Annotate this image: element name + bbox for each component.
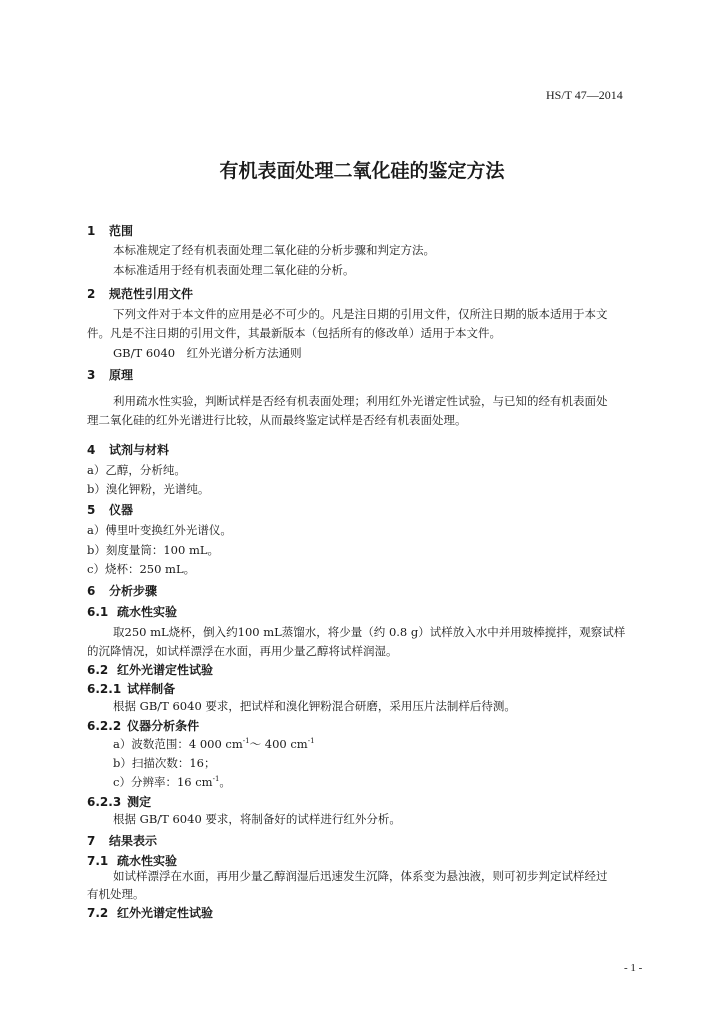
unit-superscript: -1	[307, 737, 315, 746]
subsection-7-1-line-1: 如试样漂浮在水面，再用少量乙醇润湿后迅速发生沉降，体系变为悬浊液，则可初步判定试样经过	[113, 869, 608, 883]
section-title: 红外光谱定性试验	[117, 906, 214, 920]
subsection-6-1-heading	[87, 603, 177, 620]
section-number: 7.1	[87, 854, 109, 868]
section-number: 6.1	[87, 605, 109, 619]
subsection-7-2-heading	[87, 904, 213, 921]
section-3-paragraph-line-2: 理二氧化硅的红外光谱进行比较，从而最终鉴定试样是否经有机表面处理。	[87, 413, 467, 427]
subsection-6-2-heading	[87, 661, 213, 678]
document-title: 有机表面处理二氧化硅的鉴定方法	[219, 160, 505, 182]
section-title: 测定	[127, 795, 152, 809]
wavenumber-range-item	[113, 736, 315, 752]
section-title: 试剂与材料	[109, 443, 170, 457]
section-title: 红外光谱定性试验	[117, 663, 214, 677]
section-4-heading	[87, 441, 169, 458]
subsection-6-2-1-paragraph: 根据 GB/T 6040 要求，把试样和溴化钾粉混合研磨，采用压片法制样后待测。	[113, 699, 516, 713]
section-1-paragraph-2: 本标准适用于经有机表面处理二氧化硅的分析。	[113, 263, 355, 277]
normative-reference: GB/T 6040 红外光谱分析方法通则	[113, 346, 302, 360]
section-5-heading	[87, 501, 133, 518]
section-title: 疏水性实验	[117, 854, 178, 868]
section-number: 6.2.3	[87, 795, 122, 809]
list-item: c）烧杯：250 mL。	[87, 562, 196, 576]
section-title: 疏水性实验	[117, 605, 178, 619]
list-item-text: a）波数范围：4 000 cm	[113, 737, 243, 751]
section-number: 6.2.2	[87, 719, 122, 733]
section-title: 仪器	[109, 503, 134, 517]
resolution-item	[113, 774, 231, 790]
section-number: 5	[87, 503, 96, 517]
section-title: 试样制备	[127, 682, 176, 696]
section-title: 结果表示	[109, 834, 158, 848]
list-item: a）乙醇，分析纯。	[87, 463, 186, 477]
section-number: 1	[87, 224, 96, 238]
list-item-text: 。	[219, 775, 231, 789]
section-number: 6.2.1	[87, 682, 122, 696]
list-item: b）刻度量筒：100 mL。	[87, 543, 220, 557]
section-7-heading	[87, 832, 157, 849]
subsection-6-1-line-2: 的沉降情况，如试样漂浮在水面，再用少量乙醇将试样润湿。	[87, 644, 398, 658]
section-3-heading	[87, 366, 133, 383]
subsection-6-1-line-1: 取250 mL烧杯，倒入约100 mL蒸馏水，将少量（约 0.8 g）试样放入水中并用玻棒搅拌，观察试样	[113, 625, 626, 639]
section-number: 4	[87, 443, 96, 457]
scan-count-item: b）扫描次数：16；	[113, 756, 216, 770]
standard-code: HS/T 47—2014	[546, 88, 623, 102]
subsection-6-2-2-heading	[87, 717, 199, 734]
section-title: 规范性引用文件	[109, 287, 194, 301]
section-1-paragraph-1: 本标准规定了经有机表面处理二氧化硅的分析步骤和判定方法。	[113, 243, 435, 257]
section-title: 仪器分析条件	[127, 719, 200, 733]
section-number: 6.2	[87, 663, 109, 677]
section-number: 7	[87, 834, 96, 848]
section-6-heading	[87, 582, 157, 599]
unit-superscript: -1	[212, 775, 220, 784]
section-number: 7.2	[87, 906, 109, 920]
unit-superscript: -1	[242, 737, 250, 746]
section-2-heading	[87, 285, 193, 302]
section-title: 分析步骤	[109, 584, 158, 598]
subsection-6-2-3-heading	[87, 793, 151, 810]
list-item-text: c）分辨率：16 cm	[113, 775, 213, 789]
section-number: 3	[87, 368, 96, 382]
section-1-heading	[87, 222, 133, 239]
subsection-7-1-line-2: 有机处理。	[87, 887, 145, 901]
subsection-6-2-3-paragraph: 根据 GB/T 6040 要求，将制备好的试样进行红外分析。	[113, 812, 401, 826]
section-number: 2	[87, 287, 96, 301]
section-3-paragraph-line-1: 利用疏水性实验，判断试样是否经有机表面处理；利用红外光谱定性试验，与已知的经有机表面处	[113, 394, 608, 408]
section-title: 原理	[109, 368, 134, 382]
section-2-paragraph-line-1: 下列文件对于本文件的应用是必不可少的。凡是注日期的引用文件，仅所注日期的版本适用于本文	[113, 307, 608, 321]
list-item-text: ～ 400 cm	[249, 737, 308, 751]
section-number: 6	[87, 584, 96, 598]
list-item: a）傅里叶变换红外光谱仪。	[87, 523, 232, 537]
section-2-paragraph-line-2: 件。凡是不注日期的引用文件，其最新版本（包括所有的修改单）适用于本文件。	[87, 326, 501, 340]
subsection-6-2-1-heading	[87, 680, 175, 697]
section-title: 范围	[109, 224, 134, 238]
page-number: - 1 -	[624, 962, 643, 974]
list-item: b）溴化钾粉，光谱纯。	[87, 482, 210, 496]
subsection-7-1-heading	[87, 852, 177, 869]
